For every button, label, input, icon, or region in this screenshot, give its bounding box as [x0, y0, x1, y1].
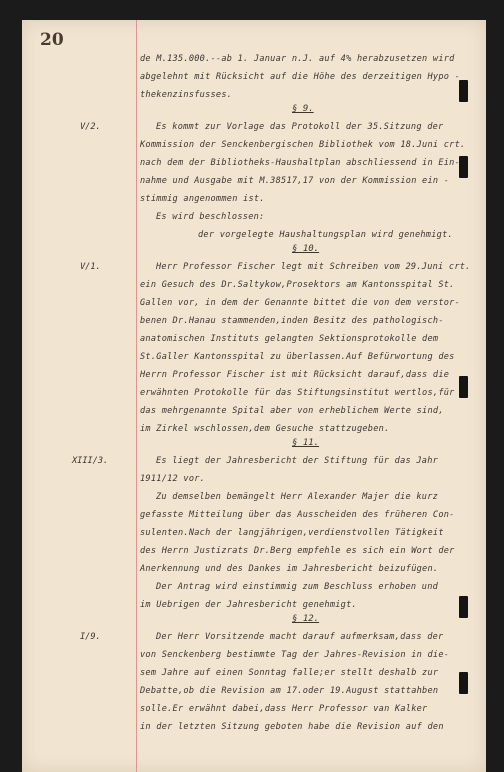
binder-tab [459, 156, 468, 178]
text-line: Der Herr Vorsitzende macht darauf aufmerksam,dass der [156, 632, 444, 642]
text-line: in der letzten Sitzung geboten habe die Revision auf den [140, 722, 444, 732]
document-page [22, 20, 486, 772]
text-line: gefasste Mitteilung über das Ausscheiden des früheren Con- [140, 510, 455, 520]
margin-reference: I/9. [80, 632, 101, 642]
text-line: des Herrn Justizrats Dr.Berg empfehle es sich ein Wort der [140, 546, 455, 556]
text-line: abgelehnt mit Rücksicht auf die Höhe des derzeitigen Hypo - [140, 72, 461, 82]
margin-reference: XIII/3. [72, 456, 109, 466]
text-line: benen Dr.Hanau stammenden,inden Besitz des pathologisch- [140, 316, 444, 326]
binder-tab [459, 376, 468, 398]
section-heading: § 9. [292, 104, 314, 114]
margin-reference: V/2. [80, 122, 101, 132]
section-heading: § 10. [292, 244, 320, 254]
text-line: anatomischen Instituts gelangten Sektionsprotokolle dem [140, 334, 439, 344]
text-line: Es liegt der Jahresbericht der Stiftung für das Jahr [156, 456, 439, 466]
section-heading: § 11. [292, 438, 320, 448]
text-line: Zu demselben bemängelt Herr Alexander Majer die kurz [156, 492, 439, 502]
text-line: solle.Er erwähnt dabei,dass Herr Professor van Kalker [140, 704, 428, 714]
text-line: thekenzinsfusses. [140, 90, 233, 100]
text-line: Kommission der Senckenbergischen Bibliothek vom 18.Juni crt. [140, 140, 466, 150]
text-line: im Uebrigen der Jahresbericht genehmigt. [140, 600, 357, 610]
section-heading: § 12. [292, 614, 320, 624]
text-line: stimmig angenommen ist. [140, 194, 265, 204]
resolution-intro: Es wird beschlossen: [156, 212, 265, 222]
text-line: ein Gesuch des Dr.Saltykow,Prosektors am Kantonsspital St. [140, 280, 455, 290]
text-line: sulenten.Nach der langjährigen,verdienstvollen Tätigkeit [140, 528, 444, 538]
binder-tab [459, 80, 468, 102]
text-line: sem Jahre auf einen Sonntag falle;er stellt deshalb zur [140, 668, 439, 678]
resolution-text: der vorgelegte Haushaltungsplan wird genehmigt. [198, 230, 453, 240]
text-line: nahme und Ausgabe mit M.38517,17 von der Kommission ein - [140, 176, 450, 186]
text-line: nach dem der Bibliotheks-Haushaltplan abschliessend in Ein- [140, 158, 461, 168]
text-line: St.Galler Kantonsspital zu überlassen.Auf Befürwortung des [140, 352, 455, 362]
text-line: Es kommt zur Vorlage das Protokoll der 35.Sitzung der [156, 122, 444, 132]
text-line: Debatte,ob die Revision am 17.oder 19.August stattahben [140, 686, 439, 696]
text-line: Gallen vor, in dem der Genannte bittet die von dem verstor- [140, 298, 461, 308]
binder-tab [459, 596, 468, 618]
text-line: das mehrgenannte Spital aber von erheblichem Werte sind, [140, 406, 444, 416]
page-number: 20 [40, 30, 64, 50]
binder-tab [459, 672, 468, 694]
text-line: von Senckenberg bestimmte Tag der Jahres-Revision in die- [140, 650, 450, 660]
margin-line [136, 20, 137, 772]
text-line: Herr Professor Fischer legt mit Schreiben vom 29.Juni crt. [156, 262, 471, 272]
text-line: 1911/12 vor. [140, 474, 206, 484]
text-line: Herrn Professor Fischer ist mit Rücksicht darauf,dass die [140, 370, 450, 380]
text-line: Anerkennung und des Dankes im Jahresbericht beizufügen. [140, 564, 439, 574]
text-line: de M.135.000.--ab 1. Januar n.J. auf 4% herabzusetzen wird [140, 54, 455, 64]
text-line: erwähnten Protokolle für das Stiftungsinstitut wertlos,für [140, 388, 455, 398]
margin-reference: V/1. [80, 262, 101, 272]
text-line: Der Antrag wird einstimmig zum Beschluss erhoben und [156, 582, 439, 592]
text-line: im Zirkel wschlossen,dem Gesuche stattzugeben. [140, 424, 390, 434]
